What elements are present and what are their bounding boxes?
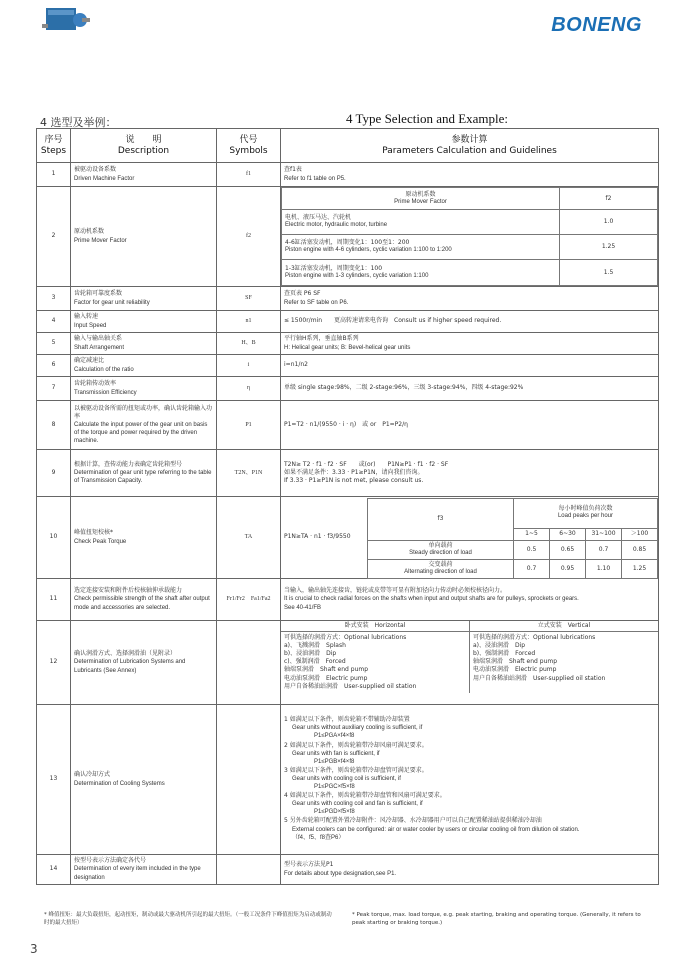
parameters: i=n1/n2 (281, 355, 659, 377)
symbol: f1 (217, 163, 281, 187)
param-cn: 型号表示方法见P1 (284, 861, 334, 869)
header-params-cn: 参数计算 (451, 134, 488, 145)
f2-row (282, 260, 560, 286)
f2-head-cn: 原动机系数 (405, 190, 436, 198)
header-params-en: Parameters Calculation and Guidelines (382, 145, 557, 156)
header-steps-cn: 序号 (44, 134, 63, 145)
table-row (37, 450, 659, 497)
f2-row-en: Piston engine with 4-6 cylinders, cyclic variation 1:100 to 1:200 (285, 247, 452, 253)
f3-label: f3 (368, 498, 514, 540)
parameters (281, 621, 659, 705)
desc-cn: 确认冷却方式 (74, 771, 111, 779)
f3-table (367, 498, 658, 579)
cooling-en: Gear units with cooling coil and fan is sufficient, if (292, 801, 423, 808)
step-number: 1 (37, 163, 71, 187)
header-desc-en: Description (117, 145, 170, 156)
description (71, 705, 217, 855)
f3-value: 0.7 (586, 540, 622, 559)
desc-en: Shaft Arrangement (74, 344, 125, 351)
desc-en: Determination of Lubrication Systems and Lubricants (See Annex) (74, 659, 186, 674)
f3-col: 6~30 (550, 528, 586, 540)
step-number: 12 (37, 621, 71, 705)
header-sym-en: Symbols (229, 145, 268, 156)
desc-cn: 确认润滑方式、选择润滑油（见附录） (74, 650, 177, 658)
lube-item: a)、浸油润滑 Dip (473, 642, 526, 650)
parameters (281, 287, 659, 311)
symbol (217, 621, 281, 705)
desc-cn: 齿轮箱可靠度系数 (74, 290, 123, 298)
step-number: 14 (37, 855, 71, 885)
step-number: 6 (37, 355, 71, 377)
cooling-item (284, 817, 655, 841)
header-sym-cn: 代号 (239, 134, 258, 145)
symbol: T2N、P1N (217, 450, 281, 497)
description (71, 621, 217, 705)
f3-value: 0.95 (550, 559, 586, 578)
parameters: P1=T2 · n1/(9550 · i · η) 或 or P1=P2/η (281, 401, 659, 450)
lube-item: b)、浸油润滑 Dip (284, 650, 337, 658)
lube-item: 轴端泵润滑 Shaft end pump (473, 658, 558, 666)
symbol: H、B (217, 333, 281, 355)
lube-item: 轴端泵润滑 Shaft end pump (284, 666, 369, 674)
lube-item: 电动油泵润滑 Electric pump (284, 674, 368, 682)
f3-row-en: Steady direction of load (409, 549, 472, 556)
lube-vertical-label: 立式安装 Vertical (469, 621, 658, 631)
f3-row-cn: 交变载荷 (428, 560, 453, 568)
f2-row (282, 235, 560, 260)
desc-en: Calculation of the ratio (74, 366, 134, 373)
f2-value: 1.25 (560, 235, 658, 260)
cooling-en: Gear units with fan is sufficient, if (292, 750, 380, 757)
desc-cn: 以被驱动设备所需的扭矩或功率，确认齿轮箱输入功率 (74, 404, 213, 420)
cooling-formula: P1≤PGA×f4×f8 (314, 733, 355, 740)
parameters: 单级 single stage:98%，二级 2-stage:96%，三级 3-stage:94%，四级 4-stage:92% (281, 377, 659, 401)
header-parameters (281, 129, 659, 163)
description (71, 287, 217, 311)
table-row (37, 311, 659, 333)
desc-cn: 原动机系数 (74, 228, 105, 236)
parameters (281, 163, 659, 187)
symbol: SF (217, 287, 281, 311)
desc-en: Check Peak Torque (74, 538, 127, 545)
lube-horizontal-list (281, 632, 469, 693)
step-number: 9 (37, 450, 71, 497)
lube-horizontal-label: 卧式安装 Horizontal (344, 622, 406, 629)
param-en: H: Helical gear units; B: Bevel-helical gear units (284, 344, 411, 351)
param-en: For details about type designation,see P1. (284, 870, 397, 877)
symbol: TA (217, 497, 281, 579)
lube-item: b)、强制润滑 Forced (473, 650, 536, 658)
gearbox-product-image (42, 2, 90, 36)
cooling-formula: P1≤PGB×f4×f8 (314, 758, 355, 765)
footnote-cn: * 峰值扭矩：最大负载扭矩，起动扭矩，制动或最大驱动机所引起的最大扭矩。（一般工况条件下峰值扭矩为启动或制动时的最大扭矩） (44, 912, 332, 926)
table-row (37, 579, 659, 621)
step-number: 5 (37, 333, 71, 355)
f3-row (368, 559, 514, 578)
f3-value: 1.25 (622, 559, 658, 578)
symbol (217, 855, 281, 885)
cooling-cn: 3 如满足以下条件，则齿轮箱带冷却盘管可满足要求。 (284, 766, 428, 774)
desc-cn: 选定连接安装和附件后校核轴伸承载能力 (74, 587, 183, 595)
f3-value: 0.5 (514, 540, 550, 559)
f3-col: 31~100 (586, 528, 622, 540)
parameters (281, 855, 659, 885)
symbol: i (217, 355, 281, 377)
f2-table (281, 187, 658, 286)
parameters (281, 450, 659, 497)
f3-value: 1.10 (586, 559, 622, 578)
f3-row-cn: 单向载荷 (428, 541, 453, 549)
f2-row-cn: 4-6缸活塞发动机，周期变化1：100至1：200 (285, 239, 410, 247)
symbol: Fr1/Fr2 Fa1/Fa2 (217, 579, 281, 621)
parameters (281, 705, 659, 855)
f2-row-cn: 1-3缸活塞发动机，周期变化1：100 (285, 264, 383, 272)
desc-cn: 输入与输出轴关系 (74, 335, 123, 343)
selection-table (36, 128, 659, 885)
lube-item: 可供选择的润滑方式：Optional lubrications (473, 634, 596, 642)
f2-value: 1.0 (560, 210, 658, 235)
param-line: 如果不满足条件：3.33 · P1≥P1N，请向我们咨询。 (284, 468, 424, 476)
f2-col-label: f2 (560, 188, 658, 210)
desc-cn: 峰值扭矩校核* (74, 529, 114, 537)
symbol: f2 (217, 187, 281, 287)
param-cn: 平行轴H系列，垂直轴B系列 (284, 335, 359, 343)
peak-torque-formula: P1N≥TA · n1 · f3/9550 (284, 533, 351, 541)
symbol: n1 (217, 311, 281, 333)
cooling-item (284, 742, 655, 766)
desc-en: Prime Mover Factor (74, 237, 127, 244)
desc-en: Calculate the input power of the gear unit on basis of the torque and power required by the driven machine. (74, 421, 208, 445)
desc-cn: 齿轮箱传动效率 (74, 380, 117, 388)
table-row (37, 855, 659, 885)
table-row (37, 355, 659, 377)
cooling-en: External coolers can be configured: air or water cooler by users or circular cooling oil from dilution oil station. (292, 826, 580, 833)
lube-item: a)、飞溅润滑 Splash (284, 642, 346, 650)
description (71, 187, 217, 287)
desc-cn: 根据计算，查传动能力表确定齿轮箱型号 (74, 460, 183, 468)
table-row (37, 621, 659, 705)
f2-head (282, 188, 560, 210)
desc-cn: 输入转速 (74, 313, 99, 321)
desc-en: Determination of gear unit type referring to the table of Transmission Capacity. (74, 469, 212, 485)
lube-item: 用户自备稀油站润滑 User-supplied oil station (473, 674, 606, 682)
step-number: 8 (37, 401, 71, 450)
table-row (37, 163, 659, 187)
brand-logo: BONENG (551, 14, 642, 36)
description (71, 311, 217, 333)
description (71, 855, 217, 885)
parameters (281, 497, 659, 579)
table-header-row (37, 129, 659, 163)
f3-row (368, 540, 514, 559)
footnote-en: * Peak torque, max. load torque, e.g. peak starting, braking and operating torque. (Generally, it refers to peak starting or braking torque.) (352, 912, 641, 926)
description (71, 163, 217, 187)
step-number: 4 (37, 311, 71, 333)
cooling-cn: 1 如满足以下条件，则齿轮箱不带辅助冷却装置 (284, 716, 410, 724)
header-steps-en: Steps (40, 145, 67, 156)
param-en: It is crucial to check radial forces on the shafts when input and output shafts are for pulleys, sprockets or gears. (284, 596, 579, 603)
section-title-en: 4 Type Selection and Example: (346, 111, 509, 126)
lube-vertical-list (469, 632, 658, 693)
header-desc-cn: 说 明 (125, 134, 162, 145)
f3-value: 0.65 (550, 540, 586, 559)
table-row (37, 187, 659, 287)
f3-col: 1~5 (514, 528, 550, 540)
lube-header (281, 621, 658, 632)
step-number: 13 (37, 705, 71, 855)
param-ref: See 40-41/FB (284, 604, 322, 611)
parameters (281, 333, 659, 355)
param-line: If 3.33 · P1≥P1N is not met, please consult us. (284, 477, 424, 485)
f2-row-en: Electric motor, hydraulic motor, turbine (285, 222, 388, 228)
header-description (71, 129, 217, 163)
lube-item: c)、强制润滑 Forced (284, 658, 346, 666)
desc-en: Transmission Efficiency (74, 389, 137, 396)
description (71, 377, 217, 401)
table-row (37, 333, 659, 355)
param-cn: 查f1表 (284, 166, 302, 174)
table-row (37, 497, 659, 579)
desc-en: Check permissible strength of the shaft after output mode and accessories are selected. (74, 596, 210, 611)
parameters: ≤ 1500r/min 更高转速请来电咨询 Consult us if higher speed required. (281, 311, 659, 333)
desc-cn: 按型号表示方法确定各代号 (74, 857, 147, 865)
cooling-item (284, 767, 655, 791)
page-number: 3 (30, 942, 38, 956)
f3-col: ＞100 (622, 528, 658, 540)
step-number: 7 (37, 377, 71, 401)
description (71, 355, 217, 377)
section-title-cn: 4 选型及举例： (40, 116, 117, 129)
lube-item: 用户自备稀油站润滑 User-supplied oil station (284, 682, 417, 690)
step-number: 10 (37, 497, 71, 579)
description (71, 579, 217, 621)
symbol (217, 705, 281, 855)
cooling-cn: 5 另外齿轮箱可配置外置冷却附件：风冷却器、水冷却器用户可以自己配置稀油站提供稀油冷却油 (284, 817, 542, 825)
cooling-cn: 4 如满足以下条件，则齿轮箱带冷却盘管和风扇可满足要求。 (284, 792, 446, 800)
desc-en: Determination of Cooling Systems (74, 780, 165, 787)
lube-item: 电动油泵润滑 Electric pump (473, 666, 557, 674)
desc-en: Driven Machine Factor (74, 175, 135, 182)
cooling-en: Gear units with cooling coil is sufficient, if (292, 775, 401, 782)
lube-options (281, 632, 658, 693)
f2-value: 1.5 (560, 260, 658, 286)
table-row (37, 401, 659, 450)
table-row (37, 705, 659, 855)
desc-en: Factor for gear unit reliability (74, 299, 150, 306)
parameters (281, 579, 659, 621)
desc-cn: 确定减速比 (74, 357, 105, 365)
desc-en: Determination of every item included in the type designation (74, 866, 201, 881)
f3-row-en: Alternating direction of load (404, 568, 477, 575)
symbol: P1 (217, 401, 281, 450)
header-steps (37, 129, 71, 163)
f2-row-en: Piston engine with 1-3 cylinders, cyclic variation 1:100 (285, 272, 429, 279)
cooling-formula: P1≤PGC×f5×f8 (314, 784, 355, 791)
page-header (0, 0, 680, 52)
f2-head-en: Prime Mover Factor (394, 198, 447, 205)
param-line: T2N≥ T2 · f1 · f2 · SF 或(or) P1N≥P1 · f1 · f2 · SF (284, 460, 449, 468)
f2-row (282, 210, 560, 235)
desc-cn: 被驱动设备系数 (74, 166, 117, 174)
param-en: Refer to f1 table on P5. (284, 175, 346, 182)
table-row (37, 377, 659, 401)
cooling-formula: P1≤PGD×f5×f8 (314, 809, 355, 816)
param-cn: 查页表 P6 SF (284, 290, 321, 298)
f3-peak-head (514, 498, 658, 528)
param-cn: 当输入，输出轴先连接齿，链轮或皮带等可显有附加径向力传动时必须校核径向力。 (284, 587, 507, 595)
table-row (37, 287, 659, 311)
step-number: 11 (37, 579, 71, 621)
header-symbols (217, 129, 281, 163)
param-en: Refer to SF table on P6. (284, 299, 349, 306)
cooling-item (284, 792, 655, 816)
lube-item: 可供选择的润滑方式：Optional lubrications (284, 634, 407, 642)
description (71, 497, 217, 579)
symbol: η (217, 377, 281, 401)
step-number: 2 (37, 187, 71, 287)
description (71, 333, 217, 355)
f2-row-cn: 电机、液压马达、汽轮机 (285, 214, 352, 222)
f3-peak-en: Load peaks per hour (557, 513, 614, 519)
description (71, 401, 217, 450)
cooling-en: Gear units without auxiliary cooling is sufficient, if (292, 725, 423, 732)
cooling-item (284, 716, 655, 740)
cooling-cn: 2 如满足以下条件，则齿轮箱带冷却风扇可满足要求。 (284, 741, 428, 749)
desc-en: Input Speed (74, 322, 107, 329)
cooling-formula: （f4、f5、f8查P6） (292, 834, 345, 841)
f3-value: 0.7 (514, 559, 550, 578)
description (71, 450, 217, 497)
f3-peak-cn: 每小时峰值负荷次数 (558, 505, 613, 513)
parameters (281, 187, 659, 287)
f3-value: 0.85 (622, 540, 658, 559)
step-number: 3 (37, 287, 71, 311)
